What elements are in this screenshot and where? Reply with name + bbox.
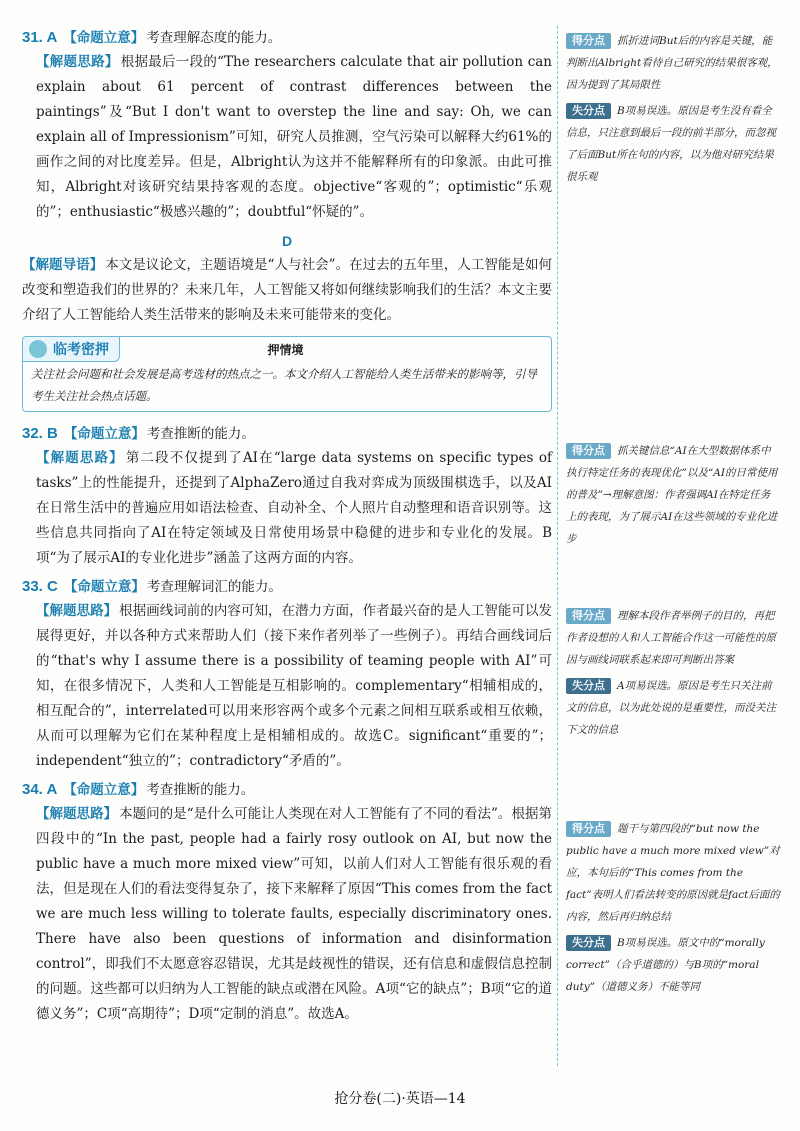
q33-tag-solution: 【解题思路】 [36, 603, 118, 619]
q32-tag-solution: 【解题思路】 [36, 450, 124, 466]
q34-block [22, 778, 552, 1027]
q31-block [22, 26, 552, 225]
q33-block [22, 575, 552, 774]
side-notes-34 [566, 818, 780, 1002]
q31-tag-solution: 【解题思路】 [36, 54, 119, 70]
score-point-badge: 得分点 [566, 608, 611, 624]
exam-tip-badge: 临考密押 [23, 337, 120, 362]
q32-intent: 考查推断的能力。 [146, 426, 255, 442]
q34-solution: 本题问的是“是什么可能让人类现在对人工智能有了不同的看法”。根据第四段中的“In the past, people had a fairly rosy outlook on AI, but now the public have a much more mixed view”可知，以前人们对人工智能有很乐观的看法，但是现在人们的看法变得复杂了，接下来解释了原因“This comes from the fact we are much less willing to tolerate faults, especially discriminatory ones. There have also been questions of information and disinformation control”，即我们不太愿意容忍错误，尤其是歧视性的错误，还有信息和虚假信息控制的问题。这些都可以归纳为人工智能的缺点或潜在风险。A项“它的缺点”；B项“它的道德义务”；C项“高期待”；D项“定制的消息”。故选A。 [36, 806, 552, 1022]
lose-point-badge: 失分点 [566, 678, 611, 694]
q32-tag-intent: 【命题立意】 [63, 426, 145, 442]
side-notes-33 [566, 605, 780, 745]
q34-intent: 考查推断的能力。 [146, 782, 255, 798]
exam-tip-body: 关注社会问题和社会发展是高考选材的热点之一。本文介绍人工智能给人类生活带来的影响等，引导考生关注社会热点话题。 [31, 367, 537, 403]
side-note-34-score: 题干与第四段的“but now the public have a much more mixed view”对应，本句后的“This comes from the fact”表明人们看法转变的原因就是fact后面的内容，然后再归纳总结 [566, 823, 780, 923]
margin-divider [557, 26, 559, 1066]
score-point-badge: 得分点 [566, 443, 611, 459]
q33-solution: 根据画线词前的内容可知，在潜力方面，作者最兴奋的是人工智能可以发展得更好，并以各种方式来帮助人们（接下来作者列举了一些例子）。再结合画线词后的“that's why I assume there is a possibility of teaming people with AI”可知，在很多情况下，人类和人工智能是互相影响的。complementary“相辅相成的，相互配合的”，interrelated可以用来形容两个或多个元素之间相互联系或相互依赖，从而可以理解为它们在某种程度上是相辅相成的。故选C。significant“重要的”；independent“独立的”；contradictory“矛盾的”。 [36, 603, 553, 769]
section-d-intro: 本文是议论文，主题语境是“人与社会”。在过去的五年里，人工智能是如何改变和塑造我们的世界的？未来几年，人工智能又将如何继续影响我们的生活？本文主要介绍了人工智能给人类生活带来的影响及未来可能带来的变化。 [22, 257, 552, 323]
q33-tag-intent: 【命题立意】 [63, 579, 145, 595]
section-d-tag: 【解题导语】 [22, 257, 104, 273]
side-note-31-lose: B项易误选。原因是考生没有看全信息，只注意到最后一段的前半部分，而忽视了后面But所在句的内容，以为他对研究结果很乐观 [566, 105, 776, 183]
mascot-icon [29, 340, 47, 358]
section-d-heading: D [281, 233, 293, 249]
q31-intent: 考查理解态度的能力。 [146, 30, 282, 46]
q34-number: 34. A [22, 781, 58, 798]
q31-tag-intent: 【命题立意】 [63, 30, 145, 46]
side-note-31-score: 抓折进词But后的内容是关键，能判断出Albright看待自己研究的结果很客观，因为提到了其局限性 [566, 35, 778, 91]
side-note-33-score: 理解本段作者举例子的目的，再把作者设想的人和人工智能合作这一可能性的原因与画线词联系起来即可判断出答案 [566, 610, 776, 666]
exam-tip-title: 押情境 [267, 342, 304, 357]
side-notes-31 [566, 30, 780, 192]
q33-number: 33. C [22, 578, 58, 595]
q34-tag-solution: 【解题思路】 [36, 806, 118, 822]
score-point-badge: 得分点 [566, 821, 611, 837]
side-notes-32 [566, 440, 780, 554]
q31-solution: 根据最后一段的“The researchers calculate that air pollution can explain about 61 percent of contrast differences between the paintings”及“But I don't want to overstep the line and say: Oh, we can explain all of Impressionism”可知，研究人员推测，空气污染可以解释大约61%的画作之间的对比度差异。但是，Albright认为这并不能解释所有的印象派。由此可推知，Albright对该研究结果持客观的态度。objective“客观的”；optimistic“乐观的”；enthusiastic“极感兴趣的”；doubtful“怀疑的”。 [36, 54, 553, 220]
page-footer: 抢分卷(二)·英语—14 [334, 1091, 466, 1107]
q32-number: 32. B [22, 425, 58, 442]
exam-tip-box [22, 336, 552, 412]
side-note-33-lose: A项易误选。原因是考生只关注前文的信息，以为此处说的是重要性，而没关注下文的信息 [566, 680, 776, 736]
q31-number: 31. A [22, 29, 58, 46]
q33-intent: 考查理解词汇的能力。 [146, 579, 282, 595]
score-point-badge: 得分点 [566, 33, 611, 49]
lose-point-badge: 失分点 [566, 935, 611, 951]
q34-tag-intent: 【命题立意】 [63, 782, 145, 798]
main-column [22, 26, 552, 1027]
q32-block [22, 422, 552, 571]
q32-solution: 第二段不仅提到了AI在“large data systems on specific types of tasks”上的性能提升，还提到了AlphaZero通过自我对弈成为顶级围棋选手，以及AI在日常生活中的普遍应用如语法检查、自动补全、个人照片自动整理和语音识别等。这些信息共同指向了AI在特定领域及日常使用场景中稳健的进步和专业化的发展。B项“为了展示AI的专业化进步”涵盖了这两方面的内容。 [36, 450, 552, 566]
side-note-32-score: 抓关键信息“AI在大型数据体系中执行特定任务的表现优化”以及“AI的日常使用的普及”→理解意图：作者强调AI在特定任务上的表现，为了展示AI在这些领域的专业化进步 [566, 445, 778, 545]
lose-point-badge: 失分点 [566, 103, 611, 119]
side-note-34-lose: B项易误选。原文中的“morally correct”（合乎道德的）与B项的“moral duty”（道德义务）不能等同 [566, 937, 765, 993]
